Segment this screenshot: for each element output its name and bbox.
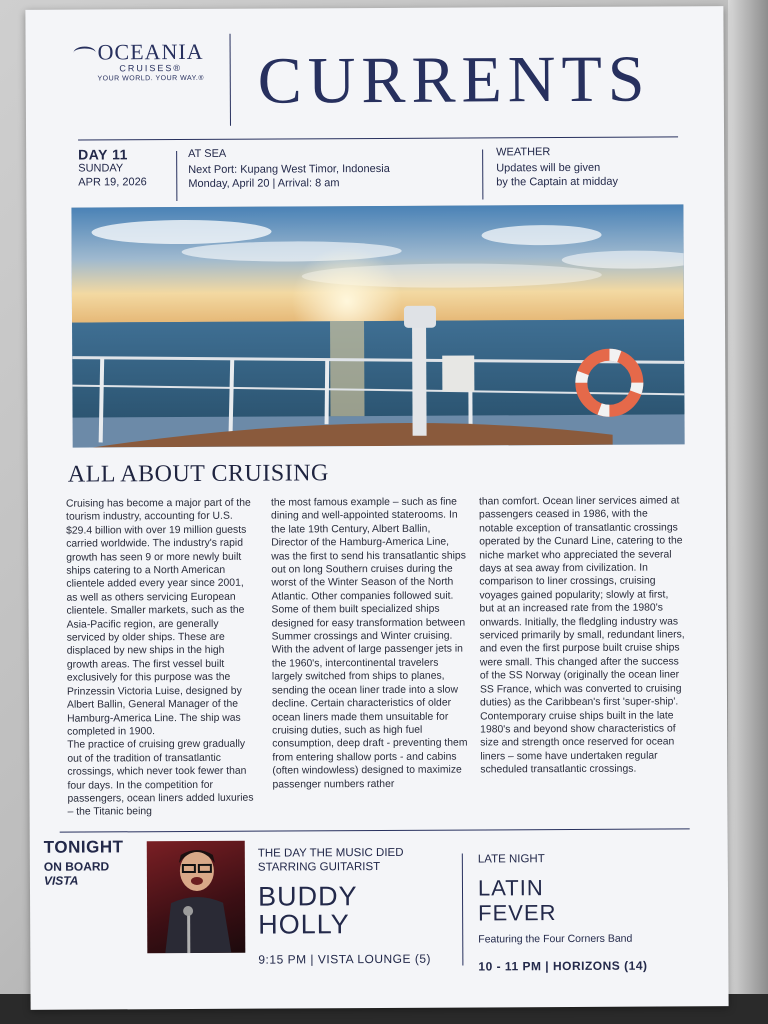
article-heading: ALL ABOUT CRUISING <box>67 460 329 488</box>
day-weekday: SUNDAY <box>78 162 124 175</box>
late-time: 10 - 11 PM | HORIZONS (14) <box>478 958 648 974</box>
article-paragraph: the most famous example – such as fine dining and well-appointed staterooms. In the late 19th Century, Albert Ballin, Director of the Hamburg-America Line, was the first to send his transatlantic ships out on long Southern cruises during the worst of the Winter Season of the North Atlantic. Other companies followed suit. Some of them built specialized ships designed for easy transformation between Summer crossings and Winter cruising. With the advent of large passenger jets in the 1960's, intercontinental travelers largely switched from ships to planes, sending the ocean liner trade into a slow decline. Certain characteristics of older ocean liners made them unsuitable for cruising duties, such as high fuel consumption, deep draft - preventing them from entering shallow ports - and cabins (often windowless) designed to maximize passenger numbers rather <box>270 496 468 791</box>
header-rule <box>78 136 678 140</box>
performer-photo <box>147 841 246 954</box>
show-line2: STARRING GUITARIST <box>257 860 381 874</box>
late-title: LATE NIGHT <box>477 853 545 866</box>
footer-rule <box>60 828 690 832</box>
tonight-sub: ON BOARD <box>43 859 110 874</box>
header-divider <box>230 34 231 126</box>
weather-info <box>496 145 618 190</box>
info-divider <box>482 149 483 199</box>
masthead-title: CURRENTS <box>257 42 651 118</box>
tonight-ship: VISTA <box>43 873 79 888</box>
article-column-1 <box>66 497 258 820</box>
show-time: 9:15 PM | VISTA LOUNGE (5) <box>258 951 432 967</box>
main-show <box>258 846 431 967</box>
tonight-label <box>44 837 124 887</box>
late-name2: FEVER <box>478 900 557 926</box>
logo-tagline: YOUR WORLD. YOUR WAY.® <box>97 74 205 83</box>
newsletter-page <box>25 6 728 1010</box>
location-info <box>188 146 390 191</box>
late-night-event <box>478 853 648 974</box>
article-column-3 <box>479 494 685 777</box>
weather-line1: Updates will be given <box>496 161 601 175</box>
article-paragraph: than comfort. Ocean liner services aimed at passengers ceased in 1986, with the notable exception of transatlantic crossings operated by the Cunard Line, catering to the niche market who appreciated the several days at sea away from civilization. In comparison to liner crossings, cruising voyages gained popularity; slowly at first, but at an increased rate from the 1980's onwards. Initially, the fledgling industry was serviced primarily by small, redundant liners, and even the first purpose built cruise ships were small. This changed after the success of the SS Norway (originally the ocean liner SS France, which was converted to cruising duties) as the Caribbean's first 'super-ship'. Contemporary cruise ships built in the late 1980's and beyond show characteristics of size and strength once reserved for ocean liners – some have undertaken regular scheduled transatlantic crossings. <box>478 495 685 776</box>
article-paragraph: The practice of cruising grew gradually out of the tradition of transatlantic crossings, which never took fewer than four days. In the competition for passengers, ocean liners added luxuries – the Titanic being <box>67 739 254 818</box>
oceania-logo <box>76 39 226 83</box>
article-paragraph: Cruising has become a major part of the tourism industry, accounting for U.S. $29.4 billion with over 19 million guests carried worldwide. The industry's rapid growth has seen 9 or more newly built ships catering to a North American clientele added every year since 2001, as well as others servicing European clientele. Smaller markets, such as the Asia-Pacific region, are generally serviced by older ships. These are displaced by new ships in the high growth areas. The first vessel built exclusively for this purpose was the Prinzessin Victoria Luise, designed by Albert Ballin, General Manager of the Hamburg-America Line. The ship was completed in 1900. <box>65 497 251 738</box>
show-line1: THE DAY THE MUSIC DIED <box>257 846 404 860</box>
show-name1: BUDDY <box>257 881 358 912</box>
logo-sub: CRUISES® <box>119 63 183 74</box>
weather-line2: by the Captain at midday <box>496 175 619 189</box>
wave-icon <box>74 46 96 58</box>
day-label: DAY 11 <box>78 146 128 163</box>
late-featuring: Featuring the Four Corners Band <box>478 932 633 946</box>
show-name2: HOLLY <box>258 909 350 940</box>
logo-brand: OCEANIA <box>97 38 204 65</box>
info-divider <box>176 151 177 201</box>
background-right <box>728 0 768 1024</box>
sunset-deck-photo <box>71 204 684 447</box>
tonight-title: TONIGHT <box>43 837 124 857</box>
article-column-2 <box>271 496 471 792</box>
late-name1: LATIN <box>477 875 544 901</box>
day-date: APR 19, 2026 <box>78 176 147 189</box>
day-info <box>78 147 147 189</box>
event-divider <box>462 854 464 966</box>
next-port: Next Port: Kupang West Timor, Indonesia <box>188 162 390 176</box>
weather-title: WEATHER <box>496 146 551 159</box>
arrival-time: Monday, April 20 | Arrival: 8 am <box>188 177 340 190</box>
location-title: AT SEA <box>188 147 227 160</box>
